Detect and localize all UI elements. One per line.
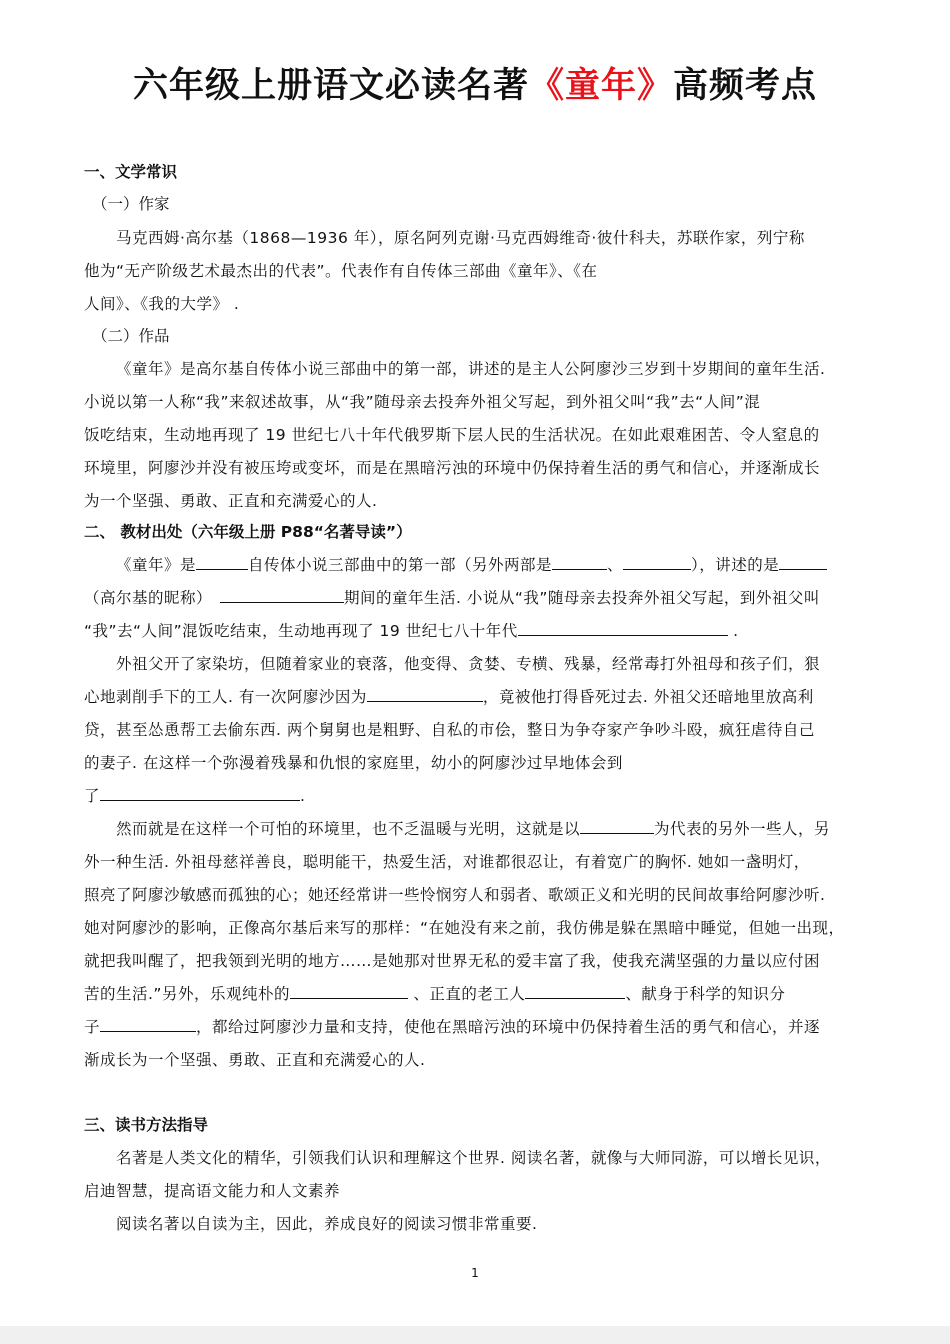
paragraph-line: 她对阿廖沙的影响，正像高尔基后来写的那样：“在她没有来之前，我仿佛是躲在黑暗中睡觉，但她一出现， — [84, 919, 845, 937]
fill-line: 子 ，都给过阿廖沙力量和支持，使他在黑暗污浊的环境中仍保持着生活的勇气和信心，并逐 — [84, 1018, 821, 1036]
blank — [518, 621, 728, 636]
blank — [100, 786, 300, 801]
page-bottom-strip — [0, 1326, 950, 1344]
blank — [525, 984, 625, 999]
page-title — [0, 58, 950, 108]
subheading-work: （二）作品 — [92, 327, 170, 345]
paragraph-line: 人间》、《我的大学》 . — [84, 295, 240, 313]
paragraph-line: 《童年》是高尔基自传体小说三部曲中的第一部，讲述的是主人公阿廖沙三岁到十岁期间的童年生活. — [116, 360, 826, 378]
fill-line: （高尔基的昵称） 期间的童年生活. 小说从“我”随母亲去投奔外祖父写起，到外祖父叫 — [84, 589, 820, 607]
paragraph-line: 外祖父开了家染坊，但随着家业的衰落，他变得、贪婪、专横、残暴，经常毒打外祖母和孩子们，狠 — [116, 655, 821, 673]
blank — [220, 588, 344, 603]
paragraph-line: 渐成长为一个坚强、勇敢、正直和充满爱心的人. — [84, 1051, 426, 1069]
blank — [552, 555, 607, 570]
section-3-heading: 三、读书方法指导 — [84, 1116, 209, 1134]
fill-line: 《童年》是 自传体小说三部曲中的第一部（另外两部是 、 ），讲述的是 — [116, 553, 866, 575]
title-prefix: 六年级上册语文必读名著 — [132, 65, 529, 106]
section-2-heading: 二、 教材出处（六年级上册 P88“名著导读”） — [84, 523, 412, 541]
title-suffix: 高频考点 — [673, 65, 818, 106]
paragraph-line: 他为“无产阶级艺术最杰出的代表”。代表作有自传体三部曲《童年》、《在 — [84, 262, 598, 280]
fill-line: 了 . — [84, 787, 306, 805]
paragraph-line: 就把我叫醒了，把我领到光明的地方……是她那对世界无私的爱丰富了我，使我充满坚强的力量以应付困 — [84, 952, 821, 970]
paragraph-line: 的妻子. 在这样一个弥漫着残暴和仇恨的家庭里，幼小的阿廖沙过早地体会到 — [84, 754, 623, 772]
section-1-heading: 一、文学常识 — [84, 163, 178, 181]
paragraph-line: 饭吃结束，生动地再现了 19 世纪七八十年代俄罗斯下层人民的生活状况。在如此艰难困苦、令人窒息的 — [84, 426, 820, 444]
paragraph-line: 马克西姆·高尔基（1868—1936 年），原名阿列克谢·马克西姆维奇·彼什科夫，苏联作家，列宁称 — [116, 229, 805, 247]
paragraph-line: 小说以第一人称“我”来叙述故事，从“我”随母亲去投奔外祖父写起，到外祖父叫“我”去“人间”混 — [84, 393, 761, 411]
blank — [779, 555, 827, 570]
fill-line: “我”去“人间”混饭吃结束，生动地再现了 19 世纪七八十年代 . — [84, 622, 739, 640]
title-book: 《童年》 — [528, 65, 673, 106]
paragraph-line: 启迪智慧，提高语文能力和人文素养 — [84, 1182, 341, 1200]
blank — [290, 984, 408, 999]
blank — [367, 687, 483, 702]
fill-line: 心地剥削手下的工人. 有一次阿廖沙因为 ，竟被他打得昏死过去. 外祖父还暗地里放高利 — [84, 688, 814, 706]
fill-line: 然而就是在这样一个可怕的环境里，也不乏温暖与光明，这就是以 为代表的另外一些人，另 — [116, 820, 831, 838]
paragraph-line: 名著是人类文化的精华，引领我们认识和理解这个世界. 阅读名著，就像与大师同游，可以增长见识， — [116, 1149, 831, 1167]
paragraph-line: 为一个坚强、勇敢、正直和充满爱心的人. — [84, 492, 378, 510]
paragraph-line: 外一种生活. 外祖母慈祥善良，聪明能干，热爱生活，对谁都很忍让，有着宽广的胸怀. 她如一盏明灯， — [84, 853, 810, 871]
blank — [100, 1017, 196, 1032]
paragraph-line: 照亮了阿廖沙敏感而孤独的心；她还经常讲一些怜悯穷人和弱者、歌颂正义和光明的民间故事给阿廖沙听. — [84, 886, 826, 904]
blank — [580, 819, 654, 834]
fill-line: 苦的生活.”另外，乐观纯朴的 、正直的老工人 、献身于科学的知识分 — [84, 985, 786, 1003]
blank — [196, 555, 248, 570]
paragraph-line: 阅读名著以自读为主，因此，养成良好的阅读习惯非常重要. — [116, 1215, 538, 1233]
paragraph-line: 贷，甚至怂恿帮工去偷东西. 两个舅舅也是粗野、自私的市侩，整日为争夺家产争吵斗殴，疯狂虐待自己 — [84, 721, 815, 739]
paragraph-line: 环境里，阿廖沙并没有被压垮或变坏，而是在黑暗污浊的环境中仍保持着生活的勇气和信心，并逐渐成长 — [84, 459, 821, 477]
blank — [623, 555, 691, 570]
page-number: 1 — [471, 1266, 479, 1280]
subheading-author: （一）作家 — [92, 195, 170, 213]
